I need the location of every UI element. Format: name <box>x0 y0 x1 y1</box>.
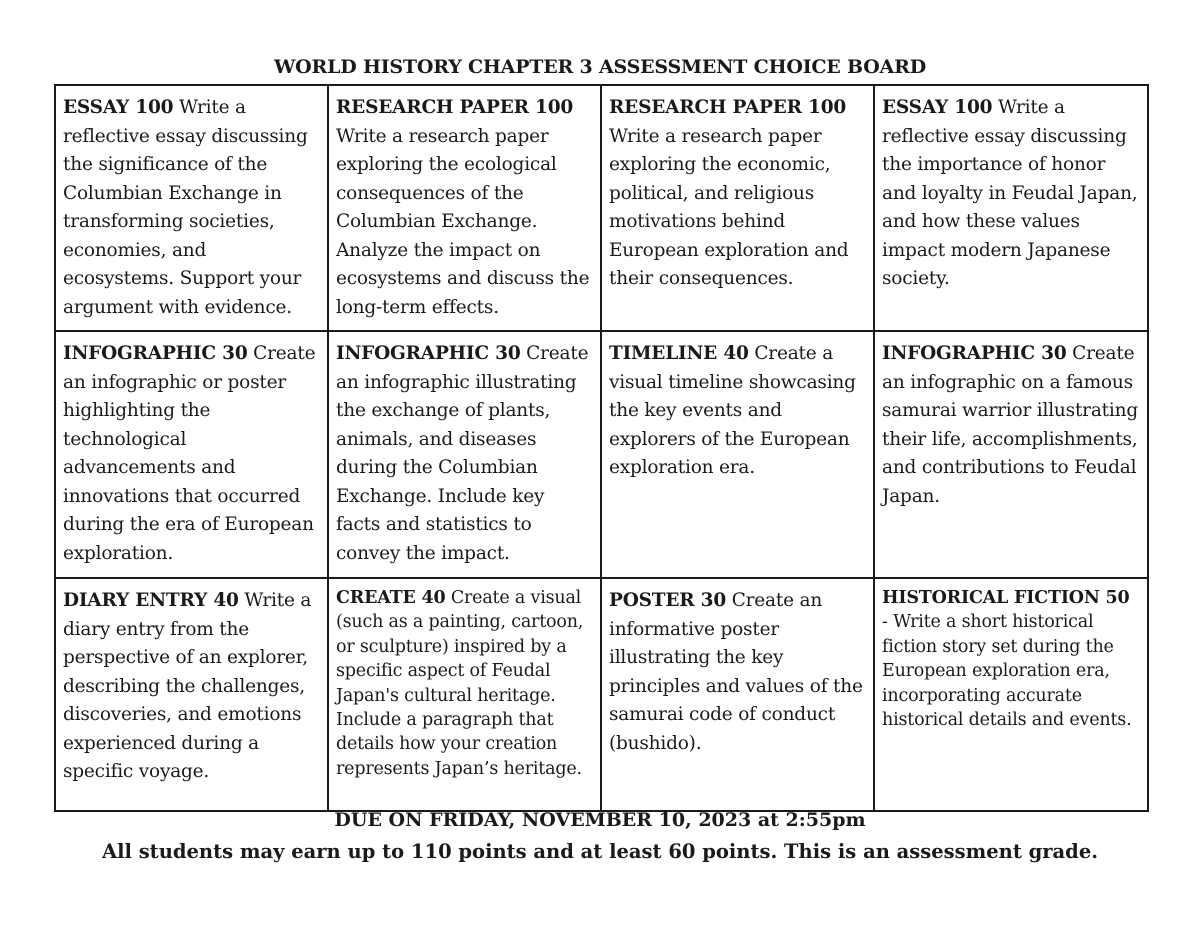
choice-cell <box>55 331 328 578</box>
choice-cell <box>601 578 874 811</box>
board-row <box>55 85 1148 331</box>
choice-description: Write a diary entry from the perspective of an explorer, describing the challenges, discoveries, and emotions experienced during a specific voyage. <box>63 590 312 782</box>
choice-heading: RESEARCH PAPER 100 <box>336 97 574 118</box>
choice-description: Write a reflective essay discussing the importance of honor and loyalty in Feudal Japan, and how these values impact modern Japanese society. <box>882 97 1138 289</box>
due-date: DUE ON FRIDAY, NOVEMBER 10, 2023 at 2:55pm <box>334 809 866 831</box>
choice-heading: POSTER 30 <box>609 590 727 611</box>
choice-cell <box>328 85 601 331</box>
choice-description: Create an informative poster illustrating the key principles and values of the samurai code of conduct (bushido). <box>609 590 863 754</box>
choice-heading: ESSAY 100 <box>63 97 174 118</box>
choice-cell <box>55 85 328 331</box>
choice-cell <box>874 85 1148 331</box>
choice-description: Write a reflective essay discussing the significance of the Columbian Exchange in transforming societies, economies, and ecosystems. Support your argument with evidence. <box>63 97 308 318</box>
choice-cell <box>328 331 601 578</box>
choice-description: Create a visual timeline showcasing the key events and explorers of the European exploration era. <box>609 343 856 478</box>
choice-heading: INFOGRAPHIC 30 <box>336 343 521 364</box>
choice-cell <box>874 331 1148 578</box>
choice-cell <box>601 85 874 331</box>
choice-cell <box>601 331 874 578</box>
choice-heading: DIARY ENTRY 40 <box>63 590 239 611</box>
choice-heading: CREATE 40 <box>336 588 446 608</box>
choice-cell <box>55 578 328 811</box>
choice-cell <box>874 578 1148 811</box>
choice-cell <box>328 578 601 811</box>
choice-heading: INFOGRAPHIC 30 <box>882 343 1067 364</box>
choice-description: Create a visual (such as a painting, cartoon, or sculpture) inspired by a specific aspect of Feudal Japan's cultural heritage. Include a paragraph that details how your creation represents Japan’s heritage. <box>336 588 584 779</box>
choice-description: Create an infographic on a famous samurai warrior illustrating their life, accomplishments, and contributions to Feudal Japan. <box>882 343 1138 507</box>
board-row <box>55 578 1148 811</box>
choice-description: Create an infographic illustrating the exchange of plants, animals, and diseases during the Columbian Exchange. Include key facts and statistics to convey the impact. <box>336 343 589 564</box>
board-row <box>55 331 1148 578</box>
choice-board-table <box>54 84 1149 812</box>
page-title: WORLD HISTORY CHAPTER 3 ASSESSMENT CHOICE BOARD <box>274 56 926 78</box>
choice-heading: INFOGRAPHIC 30 <box>63 343 248 364</box>
choice-description: - Write a short historical fiction story set during the European exploration era, incorporating accurate historical details and events. <box>882 612 1132 731</box>
choice-description: Create an infographic or poster highlighting the technological advancements and innovations that occurred during the era of European exploration. <box>63 343 316 564</box>
choice-heading: TIMELINE 40 <box>609 343 749 364</box>
grading-note: All students may earn up to 110 points and at least 60 points. This is an assessment grade. <box>101 840 1099 863</box>
choice-heading: ESSAY 100 <box>882 97 993 118</box>
choice-heading: RESEARCH PAPER 100 <box>609 97 847 118</box>
choice-heading: HISTORICAL FICTION 50 <box>882 588 1130 608</box>
choice-description: Write a research paper exploring the ecological consequences of the Columbian Exchange. Analyze the impact on ecosystems and discuss the long-term effects. <box>336 125 590 318</box>
choice-description: Write a research paper exploring the economic, political, and religious motivations behind European exploration and their consequences. <box>609 125 849 289</box>
